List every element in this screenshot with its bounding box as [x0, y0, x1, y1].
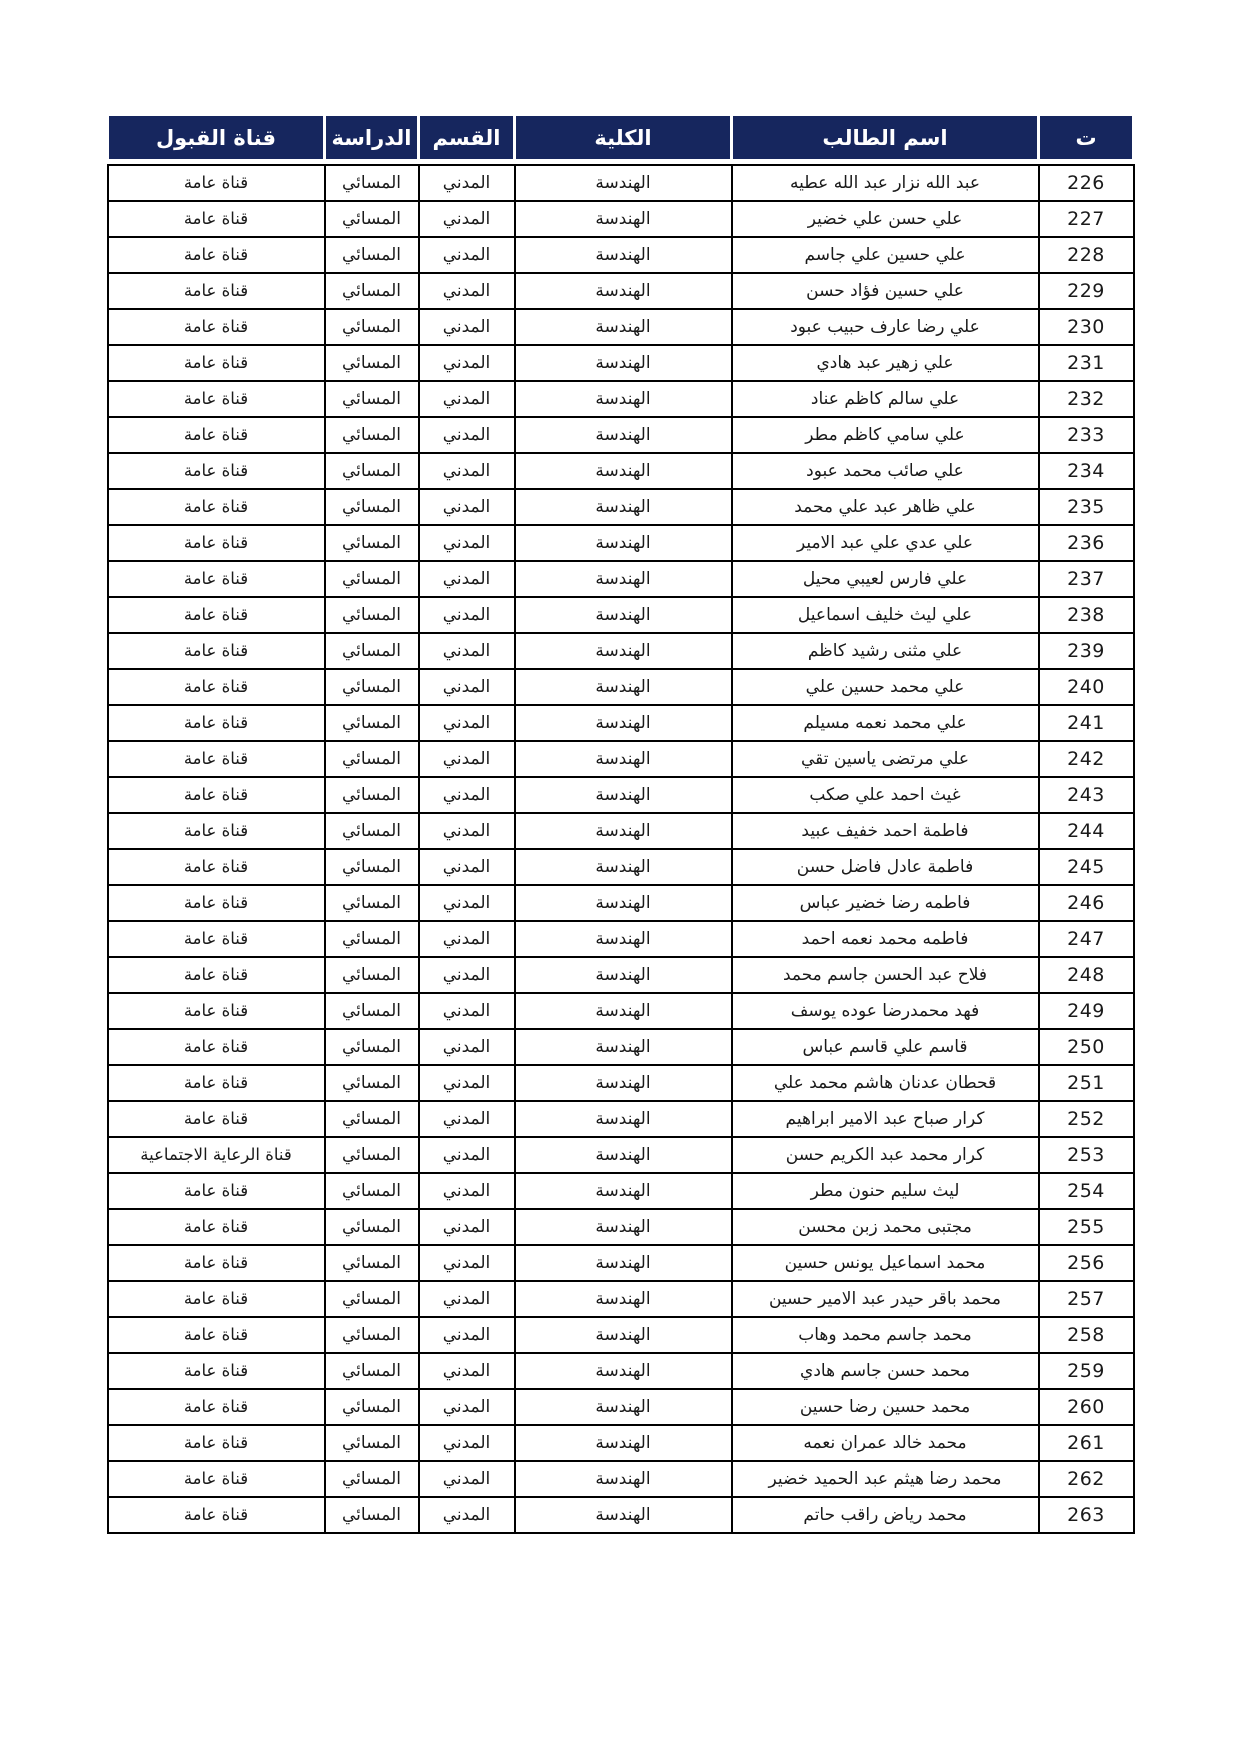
- cell-no: 259: [1039, 1353, 1134, 1389]
- cell-department: المدني: [419, 849, 515, 885]
- cell-admission-channel: قناة عامة: [108, 705, 325, 741]
- cell-no: 251: [1039, 1065, 1134, 1101]
- cell-no: 232: [1039, 381, 1134, 417]
- cell-department: المدني: [419, 381, 515, 417]
- cell-admission-channel: قناة عامة: [108, 525, 325, 561]
- cell-admission-channel: قناة عامة: [108, 417, 325, 453]
- cell-student-name: علي صائب محمد عبود: [732, 453, 1039, 489]
- cell-study-type: المسائي: [325, 165, 419, 201]
- cell-study-type: المسائي: [325, 849, 419, 885]
- cell-no: 244: [1039, 813, 1134, 849]
- cell-college: الهندسة: [515, 237, 732, 273]
- table-header: [108, 115, 1134, 165]
- cell-admission-channel: قناة عامة: [108, 1389, 325, 1425]
- cell-admission-channel: قناة الرعاية الاجتماعية: [108, 1137, 325, 1173]
- cell-department: المدني: [419, 489, 515, 525]
- cell-admission-channel: قناة عامة: [108, 309, 325, 345]
- table-row: [108, 1461, 1134, 1497]
- cell-admission-channel: قناة عامة: [108, 1425, 325, 1461]
- cell-no: 255: [1039, 1209, 1134, 1245]
- cell-student-name: علي مثنى رشيد كاظم: [732, 633, 1039, 669]
- table-row: [108, 201, 1134, 237]
- table-row: [108, 1029, 1134, 1065]
- cell-admission-channel: قناة عامة: [108, 1029, 325, 1065]
- cell-college: الهندسة: [515, 957, 732, 993]
- cell-college: الهندسة: [515, 1173, 732, 1209]
- cell-admission-channel: قناة عامة: [108, 165, 325, 201]
- cell-college: الهندسة: [515, 885, 732, 921]
- cell-admission-channel: قناة عامة: [108, 561, 325, 597]
- cell-department: المدني: [419, 741, 515, 777]
- table-row: [108, 489, 1134, 525]
- cell-department: المدني: [419, 921, 515, 957]
- cell-no: 245: [1039, 849, 1134, 885]
- cell-no: 261: [1039, 1425, 1134, 1461]
- cell-department: المدني: [419, 669, 515, 705]
- cell-department: المدني: [419, 957, 515, 993]
- cell-admission-channel: قناة عامة: [108, 1173, 325, 1209]
- cell-study-type: المسائي: [325, 885, 419, 921]
- cell-study-type: المسائي: [325, 669, 419, 705]
- cell-department: المدني: [419, 1389, 515, 1425]
- cell-no: 233: [1039, 417, 1134, 453]
- cell-study-type: المسائي: [325, 1353, 419, 1389]
- cell-student-name: علي فارس لعيبي محيل: [732, 561, 1039, 597]
- table-row: [108, 1425, 1134, 1461]
- cell-no: 258: [1039, 1317, 1134, 1353]
- cell-admission-channel: قناة عامة: [108, 597, 325, 633]
- cell-department: المدني: [419, 813, 515, 849]
- cell-department: المدني: [419, 273, 515, 309]
- table-row: [108, 1209, 1134, 1245]
- cell-no: 238: [1039, 597, 1134, 633]
- cell-student-name: علي حسين فؤاد حسن: [732, 273, 1039, 309]
- cell-admission-channel: قناة عامة: [108, 1317, 325, 1353]
- cell-student-name: فلاح عبد الحسن جاسم محمد: [732, 957, 1039, 993]
- cell-study-type: المسائي: [325, 1101, 419, 1137]
- cell-student-name: محمد حسن جاسم هادي: [732, 1353, 1039, 1389]
- cell-admission-channel: قناة عامة: [108, 849, 325, 885]
- cell-no: 248: [1039, 957, 1134, 993]
- cell-student-name: مجتبى محمد زبن محسن: [732, 1209, 1039, 1245]
- cell-study-type: المسائي: [325, 1461, 419, 1497]
- cell-no: 242: [1039, 741, 1134, 777]
- table-row: [108, 561, 1134, 597]
- cell-study-type: المسائي: [325, 237, 419, 273]
- cell-college: الهندسة: [515, 993, 732, 1029]
- cell-department: المدني: [419, 1497, 515, 1533]
- cell-student-name: فاطمة عادل فاضل حسن: [732, 849, 1039, 885]
- table-row: [108, 633, 1134, 669]
- table-row: [108, 921, 1134, 957]
- header-row: [108, 115, 1134, 161]
- cell-department: المدني: [419, 1137, 515, 1173]
- cell-department: المدني: [419, 309, 515, 345]
- cell-no: 249: [1039, 993, 1134, 1029]
- cell-admission-channel: قناة عامة: [108, 237, 325, 273]
- table-row: [108, 885, 1134, 921]
- header-department: القسم: [419, 115, 515, 161]
- cell-study-type: المسائي: [325, 1389, 419, 1425]
- cell-no: 253: [1039, 1137, 1134, 1173]
- cell-department: المدني: [419, 1425, 515, 1461]
- cell-department: المدني: [419, 1461, 515, 1497]
- cell-student-name: محمد رياض راقب حاتم: [732, 1497, 1039, 1533]
- cell-admission-channel: قناة عامة: [108, 1209, 325, 1245]
- table-row: [108, 741, 1134, 777]
- header-college: الكلية: [515, 115, 732, 161]
- cell-study-type: المسائي: [325, 1425, 419, 1461]
- table-row: [108, 1173, 1134, 1209]
- cell-college: الهندسة: [515, 525, 732, 561]
- cell-study-type: المسائي: [325, 1281, 419, 1317]
- cell-no: 250: [1039, 1029, 1134, 1065]
- cell-student-name: علي سالم كاظم عناد: [732, 381, 1039, 417]
- cell-student-name: قحطان عدنان هاشم محمد علي: [732, 1065, 1039, 1101]
- cell-college: الهندسة: [515, 1497, 732, 1533]
- table-row: [108, 993, 1134, 1029]
- header-admission-channel: قناة القبول: [108, 115, 325, 161]
- table-row: [108, 957, 1134, 993]
- cell-no: 230: [1039, 309, 1134, 345]
- cell-college: الهندسة: [515, 309, 732, 345]
- cell-study-type: المسائي: [325, 1497, 419, 1533]
- cell-department: المدني: [419, 705, 515, 741]
- cell-no: 229: [1039, 273, 1134, 309]
- cell-student-name: فاطمة احمد خفيف عبيد: [732, 813, 1039, 849]
- table-row: [108, 849, 1134, 885]
- cell-study-type: المسائي: [325, 1209, 419, 1245]
- cell-department: المدني: [419, 633, 515, 669]
- cell-admission-channel: قناة عامة: [108, 453, 325, 489]
- cell-admission-channel: قناة عامة: [108, 489, 325, 525]
- cell-college: الهندسة: [515, 1317, 732, 1353]
- cell-admission-channel: قناة عامة: [108, 813, 325, 849]
- cell-no: 228: [1039, 237, 1134, 273]
- cell-department: المدني: [419, 1029, 515, 1065]
- cell-no: 247: [1039, 921, 1134, 957]
- cell-admission-channel: قناة عامة: [108, 201, 325, 237]
- cell-study-type: المسائي: [325, 921, 419, 957]
- cell-no: 226: [1039, 165, 1134, 201]
- cell-college: الهندسة: [515, 1209, 732, 1245]
- table-row: [108, 453, 1134, 489]
- table-row: [108, 705, 1134, 741]
- cell-college: الهندسة: [515, 1065, 732, 1101]
- cell-student-name: علي رضا عارف حبيب عبود: [732, 309, 1039, 345]
- cell-college: الهندسة: [515, 1281, 732, 1317]
- table-row: [108, 1245, 1134, 1281]
- cell-no: 239: [1039, 633, 1134, 669]
- cell-college: الهندسة: [515, 489, 732, 525]
- cell-no: 241: [1039, 705, 1134, 741]
- cell-department: المدني: [419, 1353, 515, 1389]
- cell-department: المدني: [419, 417, 515, 453]
- admissions-table: [106, 113, 1135, 1534]
- table-row: [108, 1497, 1134, 1533]
- cell-student-name: محمد حسين رضا حسين: [732, 1389, 1039, 1425]
- table-row: [108, 1389, 1134, 1425]
- cell-no: 260: [1039, 1389, 1134, 1425]
- cell-admission-channel: قناة عامة: [108, 741, 325, 777]
- cell-study-type: المسائي: [325, 273, 419, 309]
- cell-student-name: كرار محمد عبد الكريم حسن: [732, 1137, 1039, 1173]
- cell-college: الهندسة: [515, 453, 732, 489]
- cell-admission-channel: قناة عامة: [108, 1497, 325, 1533]
- cell-admission-channel: قناة عامة: [108, 1281, 325, 1317]
- cell-college: الهندسة: [515, 417, 732, 453]
- cell-admission-channel: قناة عامة: [108, 1065, 325, 1101]
- cell-study-type: المسائي: [325, 1317, 419, 1353]
- cell-college: الهندسة: [515, 1101, 732, 1137]
- cell-student-name: علي حسين علي جاسم: [732, 237, 1039, 273]
- cell-student-name: فهد محمدرضا عوده يوسف: [732, 993, 1039, 1029]
- cell-admission-channel: قناة عامة: [108, 1101, 325, 1137]
- cell-admission-channel: قناة عامة: [108, 885, 325, 921]
- cell-no: 235: [1039, 489, 1134, 525]
- cell-no: 234: [1039, 453, 1134, 489]
- cell-college: الهندسة: [515, 1137, 732, 1173]
- cell-no: 263: [1039, 1497, 1134, 1533]
- cell-admission-channel: قناة عامة: [108, 669, 325, 705]
- cell-college: الهندسة: [515, 633, 732, 669]
- cell-college: الهندسة: [515, 381, 732, 417]
- cell-department: المدني: [419, 1209, 515, 1245]
- cell-college: الهندسة: [515, 1389, 732, 1425]
- cell-department: المدني: [419, 1317, 515, 1353]
- cell-study-type: المسائي: [325, 741, 419, 777]
- cell-department: المدني: [419, 165, 515, 201]
- cell-department: المدني: [419, 777, 515, 813]
- cell-student-name: محمد اسماعيل يونس حسين: [732, 1245, 1039, 1281]
- cell-college: الهندسة: [515, 813, 732, 849]
- cell-student-name: علي ظاهر عبد علي محمد: [732, 489, 1039, 525]
- table-row: [108, 1101, 1134, 1137]
- table-row: [108, 597, 1134, 633]
- cell-student-name: عبد الله نزار عبد الله عطيه: [732, 165, 1039, 201]
- cell-student-name: علي محمد حسين علي: [732, 669, 1039, 705]
- cell-study-type: المسائي: [325, 417, 419, 453]
- cell-no: 227: [1039, 201, 1134, 237]
- cell-no: 262: [1039, 1461, 1134, 1497]
- cell-department: المدني: [419, 525, 515, 561]
- cell-department: المدني: [419, 345, 515, 381]
- cell-student-name: ليث سليم حنون مطر: [732, 1173, 1039, 1209]
- cell-admission-channel: قناة عامة: [108, 1353, 325, 1389]
- cell-college: الهندسة: [515, 741, 732, 777]
- cell-college: الهندسة: [515, 1029, 732, 1065]
- cell-study-type: المسائي: [325, 345, 419, 381]
- cell-study-type: المسائي: [325, 1245, 419, 1281]
- cell-department: المدني: [419, 201, 515, 237]
- table-row: [108, 669, 1134, 705]
- cell-student-name: فاطمه محمد نعمه احمد: [732, 921, 1039, 957]
- cell-college: الهندسة: [515, 597, 732, 633]
- cell-no: 231: [1039, 345, 1134, 381]
- cell-college: الهندسة: [515, 273, 732, 309]
- cell-student-name: علي محمد نعمه مسيلم: [732, 705, 1039, 741]
- cell-student-name: فاطمه رضا خضير عباس: [732, 885, 1039, 921]
- cell-study-type: المسائي: [325, 1065, 419, 1101]
- cell-admission-channel: قناة عامة: [108, 381, 325, 417]
- cell-college: الهندسة: [515, 921, 732, 957]
- cell-study-type: المسائي: [325, 1173, 419, 1209]
- cell-study-type: المسائي: [325, 597, 419, 633]
- cell-no: 256: [1039, 1245, 1134, 1281]
- cell-no: 252: [1039, 1101, 1134, 1137]
- cell-college: الهندسة: [515, 849, 732, 885]
- cell-study-type: المسائي: [325, 453, 419, 489]
- cell-admission-channel: قناة عامة: [108, 1245, 325, 1281]
- cell-student-name: علي ليث خليف اسماعيل: [732, 597, 1039, 633]
- cell-college: الهندسة: [515, 1461, 732, 1497]
- table-row: [108, 1317, 1134, 1353]
- cell-admission-channel: قناة عامة: [108, 633, 325, 669]
- cell-college: الهندسة: [515, 165, 732, 201]
- cell-study-type: المسائي: [325, 705, 419, 741]
- table-row: [108, 1065, 1134, 1101]
- cell-college: الهندسة: [515, 561, 732, 597]
- cell-study-type: المسائي: [325, 561, 419, 597]
- cell-study-type: المسائي: [325, 993, 419, 1029]
- cell-student-name: علي زهير عبد هادي: [732, 345, 1039, 381]
- cell-no: 254: [1039, 1173, 1134, 1209]
- cell-department: المدني: [419, 1245, 515, 1281]
- table-row: [108, 309, 1134, 345]
- cell-study-type: المسائي: [325, 525, 419, 561]
- cell-admission-channel: قناة عامة: [108, 345, 325, 381]
- cell-college: الهندسة: [515, 669, 732, 705]
- cell-student-name: غيث احمد علي صكب: [732, 777, 1039, 813]
- cell-college: الهندسة: [515, 345, 732, 381]
- cell-department: المدني: [419, 597, 515, 633]
- table-row: [108, 165, 1134, 201]
- cell-admission-channel: قناة عامة: [108, 921, 325, 957]
- cell-study-type: المسائي: [325, 633, 419, 669]
- cell-admission-channel: قناة عامة: [108, 957, 325, 993]
- header-student-name: اسم الطالب: [732, 115, 1039, 161]
- table-row: [108, 1353, 1134, 1389]
- header-study-type: الدراسة: [325, 115, 419, 161]
- table-row: [108, 813, 1134, 849]
- cell-admission-channel: قناة عامة: [108, 273, 325, 309]
- cell-student-name: قاسم علي قاسم عباس: [732, 1029, 1039, 1065]
- cell-department: المدني: [419, 1173, 515, 1209]
- table-row: [108, 417, 1134, 453]
- table-row: [108, 273, 1134, 309]
- cell-study-type: المسائي: [325, 1137, 419, 1173]
- table-row: [108, 381, 1134, 417]
- cell-admission-channel: قناة عامة: [108, 1461, 325, 1497]
- table-body: [108, 165, 1134, 1533]
- cell-study-type: المسائي: [325, 957, 419, 993]
- cell-department: المدني: [419, 1101, 515, 1137]
- cell-no: 246: [1039, 885, 1134, 921]
- cell-department: المدني: [419, 1281, 515, 1317]
- cell-study-type: المسائي: [325, 201, 419, 237]
- cell-student-name: علي سامي كاظم مطر: [732, 417, 1039, 453]
- cell-student-name: علي عدي علي عبد الامير: [732, 525, 1039, 561]
- table-row: [108, 237, 1134, 273]
- cell-college: الهندسة: [515, 1425, 732, 1461]
- cell-study-type: المسائي: [325, 1029, 419, 1065]
- table-row: [108, 1137, 1134, 1173]
- cell-no: 237: [1039, 561, 1134, 597]
- table-row: [108, 1281, 1134, 1317]
- cell-study-type: المسائي: [325, 813, 419, 849]
- cell-student-name: كرار صباح عبد الامير ابراهيم: [732, 1101, 1039, 1137]
- cell-department: المدني: [419, 237, 515, 273]
- cell-student-name: علي حسن علي خضير: [732, 201, 1039, 237]
- cell-student-name: محمد خالد عمران نعمه: [732, 1425, 1039, 1461]
- cell-no: 240: [1039, 669, 1134, 705]
- cell-college: الهندسة: [515, 777, 732, 813]
- cell-student-name: علي مرتضى ياسين تقي: [732, 741, 1039, 777]
- cell-college: الهندسة: [515, 705, 732, 741]
- cell-student-name: محمد رضا هيثم عبد الحميد خضير: [732, 1461, 1039, 1497]
- cell-no: 236: [1039, 525, 1134, 561]
- cell-department: المدني: [419, 453, 515, 489]
- cell-college: الهندسة: [515, 1353, 732, 1389]
- table-row: [108, 525, 1134, 561]
- cell-admission-channel: قناة عامة: [108, 993, 325, 1029]
- cell-department: المدني: [419, 1065, 515, 1101]
- table-row: [108, 777, 1134, 813]
- cell-department: المدني: [419, 885, 515, 921]
- cell-study-type: المسائي: [325, 309, 419, 345]
- cell-admission-channel: قناة عامة: [108, 777, 325, 813]
- cell-student-name: محمد جاسم محمد وهاب: [732, 1317, 1039, 1353]
- cell-no: 257: [1039, 1281, 1134, 1317]
- cell-no: 243: [1039, 777, 1134, 813]
- cell-department: المدني: [419, 561, 515, 597]
- cell-college: الهندسة: [515, 1245, 732, 1281]
- cell-department: المدني: [419, 993, 515, 1029]
- cell-study-type: المسائي: [325, 777, 419, 813]
- header-no: ت: [1039, 115, 1134, 161]
- cell-study-type: المسائي: [325, 489, 419, 525]
- cell-study-type: المسائي: [325, 381, 419, 417]
- cell-student-name: محمد باقر حيدر عبد الامير حسين: [732, 1281, 1039, 1317]
- table-row: [108, 345, 1134, 381]
- cell-college: الهندسة: [515, 201, 732, 237]
